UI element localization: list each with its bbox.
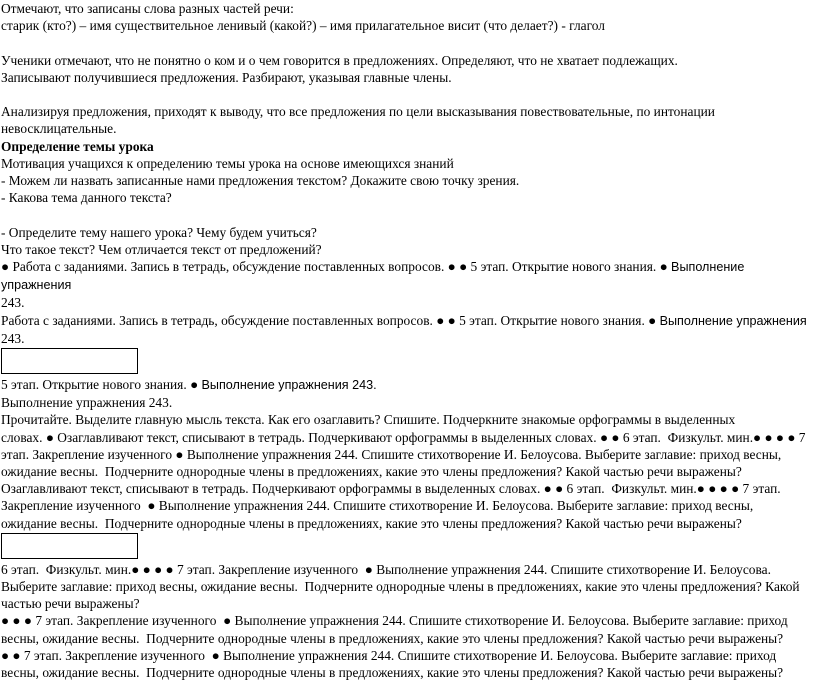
text-run: 243. [1,330,25,346]
text-run: Физкульт. мин. [45,561,132,577]
bullet-icon: ● ● ● [761,429,799,445]
text-run: Озаглавливают текст, списывают в тетрадь. Подчеркивают орфограммы в выделенных словах. [1,481,541,497]
text-run: 6 этап. [566,481,605,497]
bullet-icon: ● [211,647,224,663]
text-line: Отмечают, что записаны слова разных частей речи: [1,1,294,16]
text-run: Физкульт. мин. [611,481,697,497]
text-line: Ученики отмечают, что не понятно о ком и о чем говорится в предложениях. Определяют, что не хватает подлежащих. [1,52,678,68]
bullet-icon: ● ● [1,647,24,663]
empty-frame [1,348,138,374]
document-page [1,0,813,681]
text-line: невосклицательные. [1,121,117,137]
bullet-icon: ● [1,259,13,274]
bullet-icon: ● [223,613,235,629]
text-line: Мотивация учащихся к определению темы урока на основе имеющихся знаний [1,155,454,171]
text-run: 5 этап. Открытие нового знания. [1,377,187,393]
mixed-paragraph [1,312,813,347]
text-run: Выполнение упражнения 244. Спишите стихотворение И. Белоусова. Выберите заглавие: приход [234,613,788,629]
bullet-icon: ● [659,259,672,274]
bullet-icon: ● ● ● [1,613,36,629]
text-run: Работа с заданиями. Запись в тетрадь, обсуждение поставленных вопросов. [1,312,433,328]
section-heading: Определение темы урока [1,138,154,154]
text-line: Выполнение упражнения 243. [1,395,173,411]
text-run: Выполнение упражнения [659,313,807,328]
mixed-paragraph [1,258,813,312]
bullet-icon: ● [364,561,377,577]
bullet-icon: ● [147,498,159,514]
text-run: 7 этап. [742,481,781,497]
text-run: ожидание весны. [1,515,99,531]
text-run: Работа с заданиями. Запись в тетрадь, обсуждение поставленных вопросов. [12,259,445,274]
blank-line [1,34,813,51]
text-run: Подчерните однородные члены в предложениях, какие это члены предложения? Какой частью речи выражены? [104,464,742,480]
text-line: - Какова тема данного текста? [1,190,172,206]
text-run: Озаглавливают текст, списывают в тетрадь. Подчеркивают орфограммы в выделенных словах. [57,429,597,445]
text-run: Подчерните однородные члены в предложениях, какие это члены предложения? Какой частью речи выражены? [146,665,784,681]
bullet-icon: ● ● [432,312,460,328]
bullet-icon: ● [175,446,187,462]
text-run: Выполнение упражнения 244. Спишите стихотворение И. Белоусова. Выберите заглавие: приход весны, [158,498,754,514]
bullet-icon: ● ● ● [704,481,743,497]
blank-line [1,206,813,223]
text-run: Выполнение упражнения 244. Спишите стихотворение И. Белоусова. Выберите заглавие: приход весны, [186,446,782,462]
text-run: весны, ожидание весны. [1,630,140,646]
text-run: Закрепление изученного [1,498,141,514]
text-run: ожидание весны. [1,464,99,480]
text-run: Выберите заглавие: приход весны, ожидание весны. [1,579,298,595]
mixed-paragraph [1,561,813,681]
mixed-paragraph [1,411,813,531]
text-run: Выполнение упражнения 244. Спишите стихотворение И. Белоусова. Выберите заглавие: приход [223,647,777,663]
text-run: 7 этап. Закрепление изученного [176,561,359,577]
mixed-paragraph [1,376,813,394]
text-run: 5 этап. Открытие нового знания. [470,259,657,274]
bullet-icon: ● [648,312,660,328]
text-line: - Можем ли назвать записанные нами предложения текстом? Докажите свою точку зрения. [1,173,520,188]
text-run: весны, ожидание весны. [1,665,140,681]
text-run: частью речи выражены? [1,596,140,612]
text-run: 6 этап. [1,561,40,577]
text-run: Прочитайте. Выделите главную мысль текста. Как его озаглавить? Спишите. Подчеркните знакомые орфограммы в выделенных [1,412,736,428]
blank-line [1,86,813,103]
text-line: старик (кто?) – имя существительное ленивый (какой?) – имя прилагательное висит (что делает?) - глагол [1,18,605,34]
text-run: 243. [1,295,25,311]
bullet-icon: ● [131,561,140,577]
bullet-icon: ● [696,481,705,497]
text-run: Подчерните однородные члены в предложениях, какие это члены предложения? Какой частью речи выражены? [104,515,742,531]
text-run: этап. Закрепление изученного [1,446,173,462]
text-run: 7 [798,429,806,445]
text-run: Подчерните однородные члены в предложениях, какие это члены предложения? Какой [304,579,800,595]
bullet-icon: ● [45,429,58,445]
text-run: Выполнение упражнения [1,260,745,293]
text-line: - Определите тему нашего урока? Чему будем учиться? [1,224,317,240]
text-run: 5 этап. Открытие нового знания. [459,312,645,328]
text-run: Подчерните однородные члены в предложениях, какие это члены предложения? Какой частью речи выражены? [146,630,784,646]
text-run: Выполнение упражнения 243. [201,378,377,393]
text-run: 7 этап. Закрепление изученного [23,647,205,663]
bullet-icon: ● [753,429,762,445]
bullet-icon: ● ● [543,481,567,497]
bullet-icon: ● ● [599,429,623,445]
text-line: Анализируя предложения, приходят к выводу, что все предложения по цели высказывания повествовательные, по интонации [1,104,715,120]
text-run: 6 этап. [622,429,661,445]
text-run: словах. [1,429,43,445]
empty-frame [1,533,138,559]
text-line: Записывают получившиеся предложения. Разбирают, указывая главные члены. [1,69,452,85]
text-run: Физкульт. мин. [667,429,754,445]
text-run: 7 этап. Закрепление изученного [35,613,217,629]
text-line: Что такое текст? Чем отличается текст от предложений? [1,241,322,257]
bullet-icon: ● ● [447,259,471,274]
text-run: Выполнение упражнения 244. Спишите стихотворение И. Белоусова. [376,561,771,577]
bullet-icon: ● [190,377,202,393]
bullet-icon: ● ● ● [139,561,177,577]
